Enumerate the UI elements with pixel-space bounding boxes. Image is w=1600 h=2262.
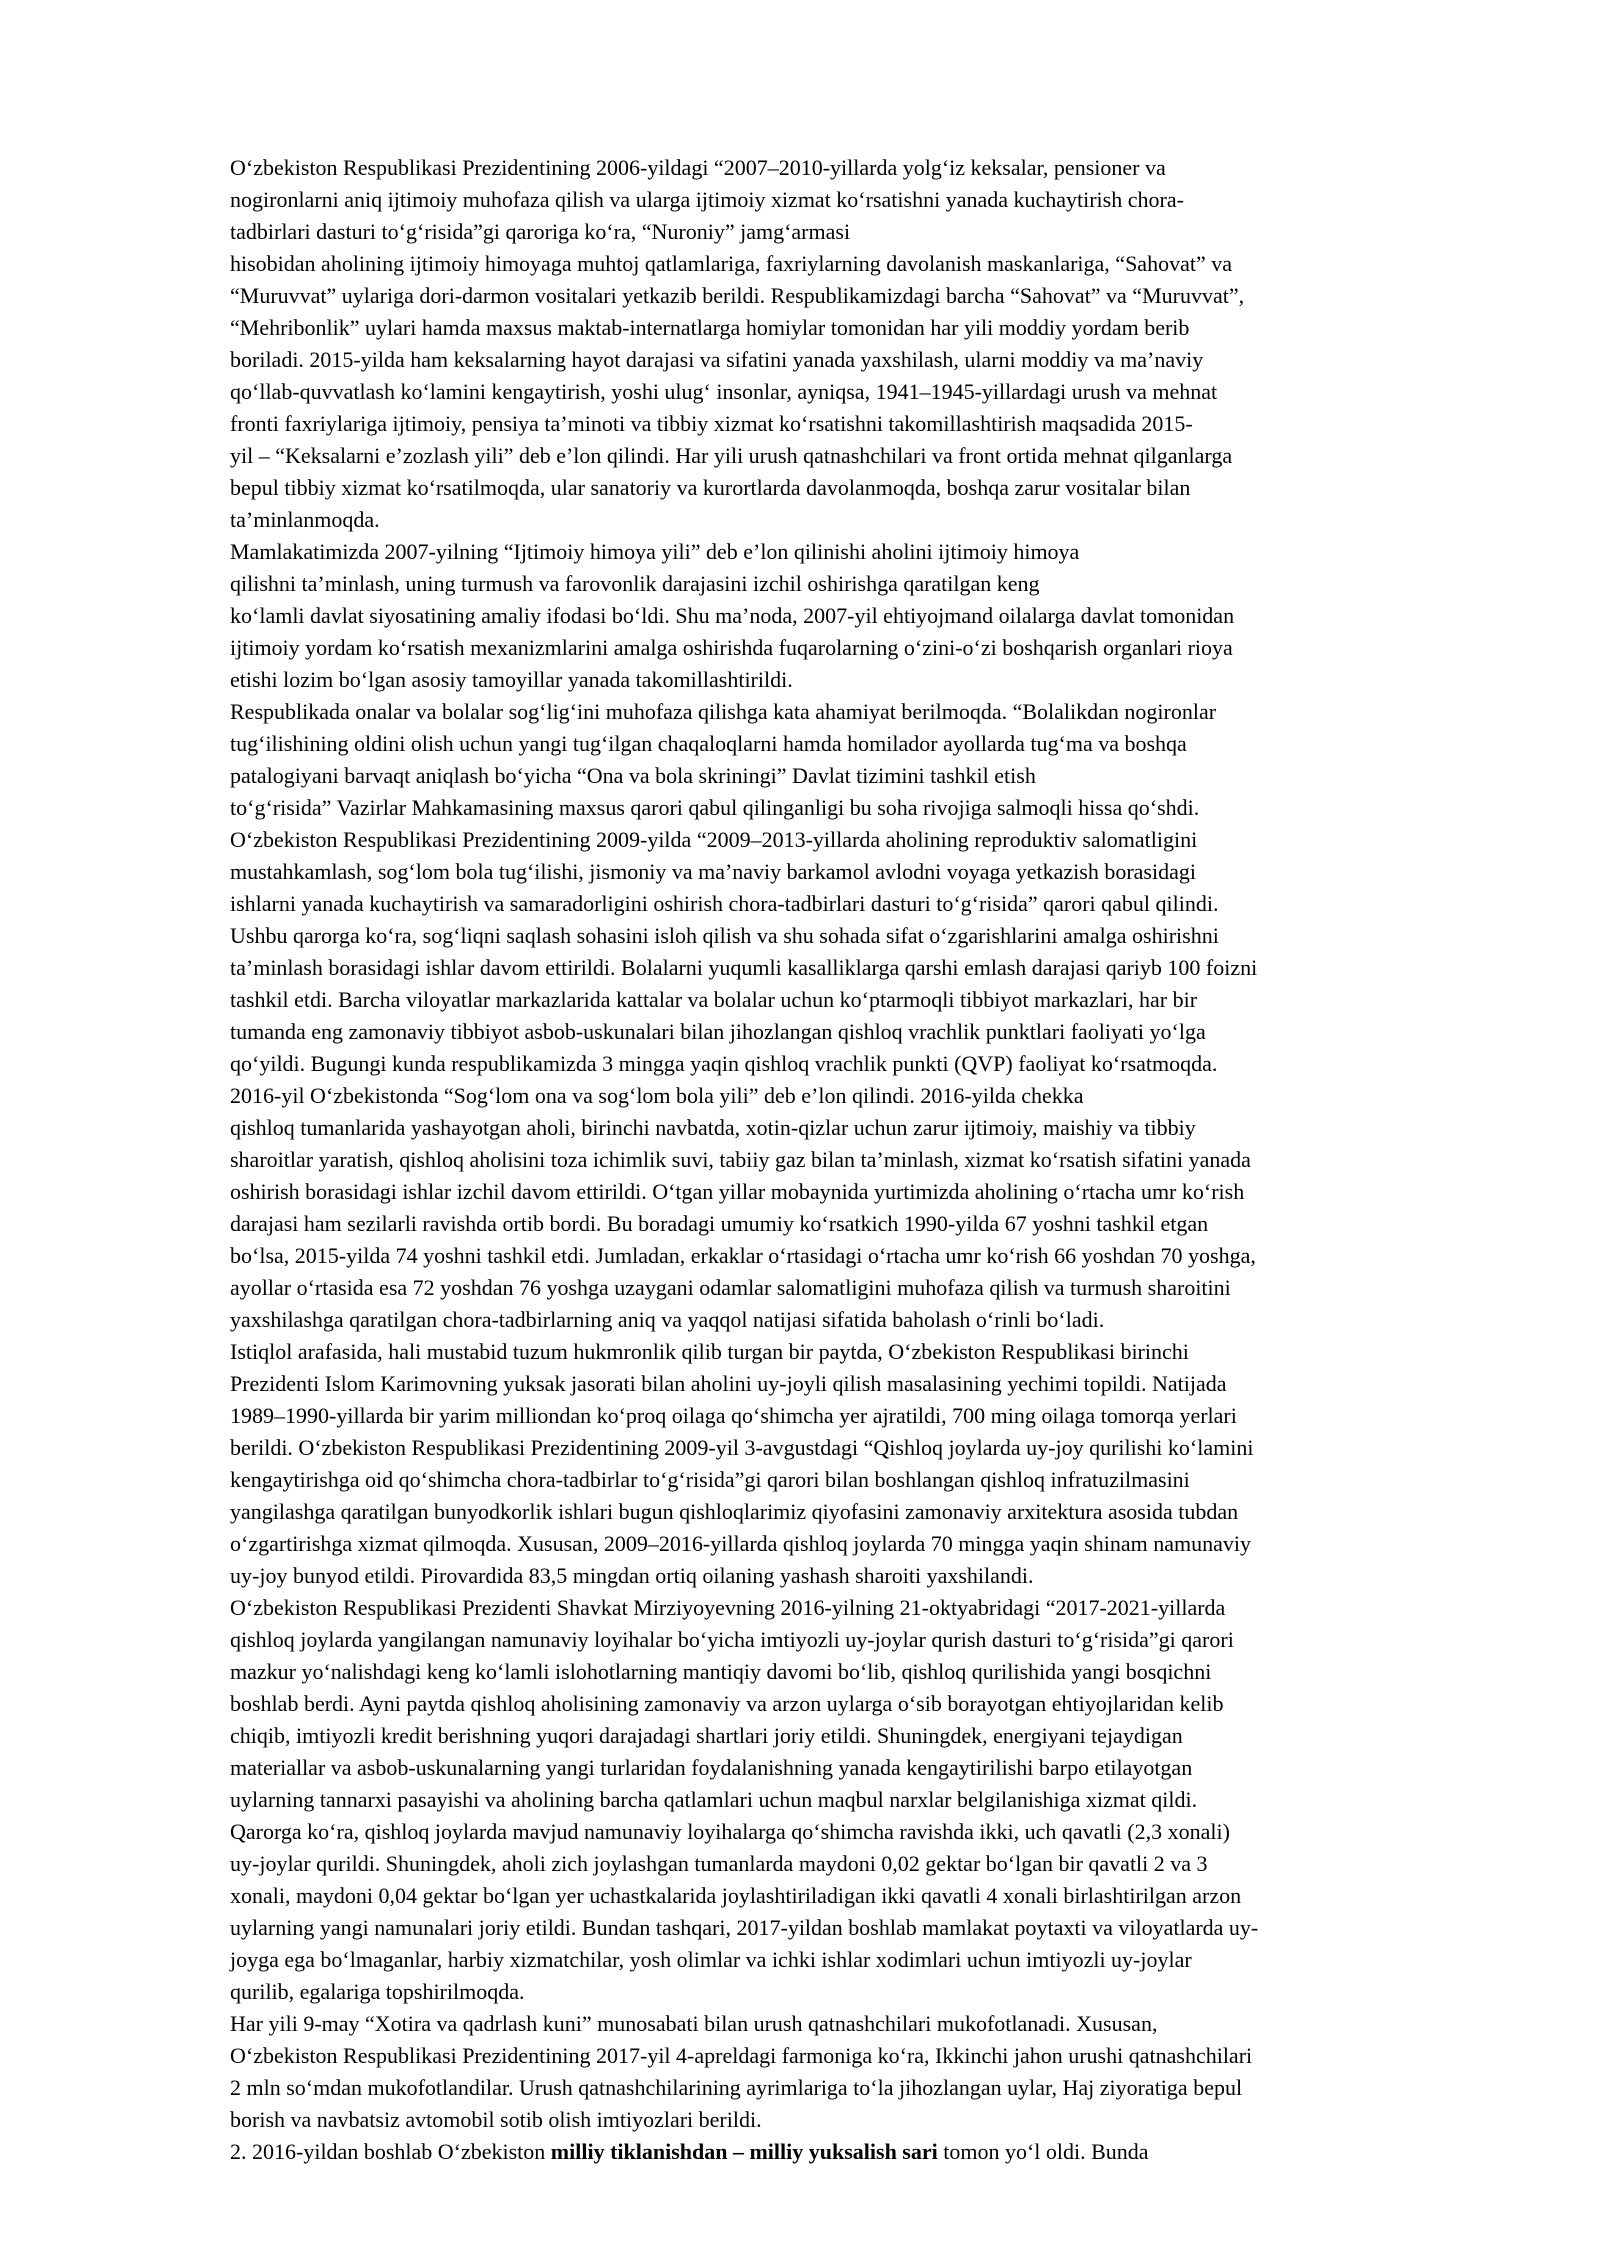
- text-line: tashkil etdi. Barcha viloyatlar markazlarida kattalar va bolalar uchun ko‘ptarmoqli tibbiyot markazlari, har bir: [230, 987, 1198, 1012]
- last-line-suffix: tomon yo‘l oldi. Bunda: [937, 2139, 1149, 2164]
- text-line: uylarning tannarxi pasayishi va aholining barcha qatlamlari uchun maqbul narxlar belgilanishiga xizmat qildi.: [230, 1787, 1198, 1812]
- text-line: ta’minlanmoqda.: [230, 507, 380, 532]
- text-line: Qarorga ko‘ra, qishloq joylarda mavjud namunaviy loyihalarga qo‘shimcha ravishda ikki, uch qavatli (2,3 xonali): [230, 1819, 1230, 1844]
- text-line: xonali, maydoni 0,04 gektar bo‘lgan yer uchastkalarida joylashtiriladigan ikki qavatli 4 xonali birlashtirilgan arzon: [230, 1883, 1242, 1908]
- text-line: yaxshilashga qaratilgan chora-tadbirlarning aniq va yaqqol natijasi sifatida baholash o‘rinli bo‘ladi.: [230, 1307, 1105, 1332]
- text-line: 1989–1990-yillarda bir yarim milliondan ko‘proq oilaga qo‘shimcha yer ajratildi, 700 ming oilaga tomorqa yerlari: [230, 1403, 1237, 1428]
- text-line: Prezidenti Islom Karimovning yuksak jasorati bilan aholini uy-joyli qilish masalasining yechimi topildi. Natijada: [230, 1371, 1227, 1396]
- text-line: mustahkamlash, sog‘lom bola tug‘ilishi, jismoniy va ma’naviy barkamol avlodni voyaga yetkazish borasidagi: [230, 859, 1196, 884]
- text-line: materiallar va asbob-uskunalarning yangi turlaridan foydalanishning yanada kengaytirilishi barpo etilayotgan: [230, 1755, 1193, 1780]
- text-line: to‘g‘risida” Vazirlar Mahkamasining maxsus qarori qabul qilinganligi bu soha rivojiga salmoqli hissa qo‘shdi.: [230, 795, 1200, 820]
- text-line: qo‘yildi. Bugungi kunda respublikamizda 3 mingga yaqin qishloq vrachlik punkti (QVP) faoliyat ko‘rsatmoqda.: [230, 1051, 1218, 1076]
- text-line: oshirish borasidagi ishlar izchil davom ettirildi. O‘tgan yillar mobaynida yurtimizda aholining o‘rtacha umr ko‘rish: [230, 1179, 1245, 1204]
- text-line: Respublikada onalar va bolalar sog‘lig‘ini muhofaza qilishga kata ahamiyat berilmoqda. “Bolalikdan nogironlar: [230, 699, 1217, 724]
- text-line: qo‘llab-quvvatlash ko‘lamini kengaytirish, yoshi ulug‘ insonlar, ayniqsa, 1941–1945-yillardagi urush va mehnat: [230, 379, 1218, 404]
- text-line: ishlarni yanada kuchaytirish va samaradorligini oshirish chora-tadbirlari dasturi to‘g‘risida” qarori qabul qilindi.: [230, 891, 1219, 916]
- text-line-last: [230, 2136, 1480, 2168]
- document-body: [230, 152, 1480, 2168]
- text-line: kengaytirishga oid qo‘shimcha chora-tadbirlar to‘g‘risida”gi qarori bilan boshlangan qishloq infratuzilmasini: [230, 1467, 1190, 1492]
- text-line: qilishni ta’minlash, uning turmush va farovonlik darajasini izchil oshirishga qaratilgan keng: [230, 571, 1040, 596]
- text-line: ta’minlash borasidagi ishlar davom ettirildi. Bolalarni yuqumli kasalliklarga qarshi emlash darajasi qariyb 100 foizni: [230, 955, 1258, 980]
- last-line-prefix: 2. 2016-yildan boshlab O‘zbekiston: [230, 2139, 551, 2164]
- text-line: nogironlarni aniq ijtimoiy muhofaza qilish va ularga ijtimoiy xizmat ko‘rsatishni yanada kuchaytirish chora-: [230, 187, 1184, 212]
- text-line: qurilib, egalariga topshirilmoqda.: [230, 1979, 525, 2004]
- text-line: boshlab berdi. Ayni paytda qishloq aholisining zamonaviy va arzon uylarga o‘sib borayotgan ehtiyojlaridan kelib: [230, 1691, 1224, 1716]
- text-line: ijtimoiy yordam ko‘rsatish mexanizmlarini amalga oshirishda fuqarolarning o‘zini-o‘zi boshqarish organlari rioya: [230, 635, 1233, 660]
- text-line: o‘zgartirishga xizmat qilmoqda. Xususan, 2009–2016-yillarda qishloq joylarda 70 mingga yaqin shinam namunaviy: [230, 1531, 1251, 1556]
- text-line: uy-joy bunyod etildi. Pirovardida 83,5 mingdan ortiq oilaning yashash sharoiti yaxshilandi.: [230, 1563, 1034, 1588]
- text-lines: [230, 152, 1480, 2136]
- text-line: mazkur yo‘nalishdagi keng ko‘lamli islohotlarning mantiqiy davomi bo‘lib, qishloq qurilishida yangi bosqichni: [230, 1659, 1212, 1684]
- text-line: boriladi. 2015-yilda ham keksalarning hayot darajasi va sifatini yanada yaxshilash, ularni moddiy va ma’naviy: [230, 347, 1204, 372]
- text-line: yangilashga qaratilgan bunyodkorlik ishlari bugun qishloqlarimiz qiyofasini zamonaviy arxitektura asosida tubdan: [230, 1499, 1239, 1524]
- text-line: bepul tibbiy xizmat ko‘rsatilmoqda, ular sanatoriy va kurortlarda davolanmoqda, boshqa zarur vositalar bilan: [230, 475, 1191, 500]
- text-line: Har yili 9-may “Xotira va qadrlash kuni” munosabati bilan urush qatnashchilari mukofotlanadi. Xususan,: [230, 2011, 1158, 2036]
- text-line: “Muruvvat” uylariga dori-darmon vositalari yetkazib berildi. Respublikamizdagi barcha “Sahovat” va “Muruvvat”,: [230, 283, 1245, 308]
- text-line: patalogiyani barvaqt aniqlash bo‘yicha “Ona va bola skriningi” Davlat tizimini tashkil etish: [230, 763, 1036, 788]
- text-line: O‘zbekiston Respublikasi Prezidentining 2009-yilda “2009–2013-yillarda aholining reproduktiv salomatligini: [230, 827, 1198, 852]
- text-line: 2 mln so‘mdan mukofotlandilar. Urush qatnashchilarining ayrimlariga to‘la jihozlangan uylar, Haj ziyoratiga bepul: [230, 2075, 1243, 2100]
- text-line: Ushbu qarorga ko‘ra, sog‘liqni saqlash sohasini isloh qilish va shu sohada sifat o‘zgarishlarini amalga oshirishni: [230, 923, 1219, 948]
- text-line: tadbirlari dasturi to‘g‘risida”gi qaroriga ko‘ra, “Nuroniy” jamg‘armasi: [230, 219, 851, 244]
- text-line: ko‘lamli davlat siyosatining amaliy ifodasi bo‘ldi. Shu ma’noda, 2007-yil ehtiyojmand oilalarga davlat tomonidan: [230, 603, 1235, 628]
- text-line: fronti faxriylariga ijtimoiy, pensiya ta’minoti va tibbiy xizmat ko‘rsatishni takomillashtirish maqsadida 2015-: [230, 411, 1193, 436]
- text-line: sharoitlar yaratish, qishloq aholisini toza ichimlik suvi, tabiiy gaz bilan ta’minlash, xizmat ko‘rsatish sifatini yanada: [230, 1147, 1251, 1172]
- text-line: “Mehribonlik” uylari hamda maxsus maktab-internatlarga homiylar tomonidan har yili moddiy yordam berib: [230, 315, 1190, 340]
- text-line: berildi. O‘zbekiston Respublikasi Prezidentining 2009-yil 3-avgustdagi “Qishloq joylarda uy-joy qurilishi ko‘lamini: [230, 1435, 1254, 1460]
- text-line: hisobidan aholining ijtimoiy himoyaga muhtoj qatlamlariga, faxriylarning davolanish maskanlariga, “Sahovat” va: [230, 251, 1232, 276]
- text-line: O‘zbekiston Respublikasi Prezidentining 2006-yildagi “2007–2010-yillarda yolg‘iz keksalar, pensioner va: [230, 155, 1166, 180]
- text-line: Istiqlol arafasida, hali mustabid tuzum hukmronlik qilib turgan bir paytda, O‘zbekiston Respublikasi birinchi: [230, 1339, 1189, 1364]
- text-line: yil – “Keksalarni e’zozlash yili” deb e’lon qilindi. Har yili urush qatnashchilari va front ortida mehnat qilganlarga: [230, 443, 1233, 468]
- text-line: qishloq tumanlarida yashayotgan aholi, birinchi navbatda, xotin-qizlar uchun zarur ijtimoiy, maishiy va tibbiy: [230, 1115, 1196, 1140]
- text-line: joyga ega bo‘lmaganlar, harbiy xizmatchilar, yosh olimlar va ichki ishlar xodimlari uchun imtiyozli uy-joylar: [230, 1947, 1192, 1972]
- text-line: tumanda eng zamonaviy tibbiyot asbob-uskunalari bilan jihozlangan qishloq vrachlik punktlari faoliyati yo‘lga: [230, 1019, 1206, 1044]
- text-line: 2016-yil O‘zbekistonda “Sog‘lom ona va sog‘lom bola yili” deb e’lon qilindi. 2016-yilda chekka: [230, 1083, 1084, 1108]
- text-line: ayollar o‘rtasida esa 72 yoshdan 76 yoshga uzaygani odamlar salomatligini muhofaza qilish va turmush sharoitini: [230, 1275, 1231, 1300]
- text-line: O‘zbekiston Respublikasi Prezidentining 2017-yil 4-apreldagi farmoniga ko‘ra, Ikkinchi jahon urushi qatnashchilari: [230, 2043, 1253, 2068]
- last-line-bold: milliy tiklanishdan – milliy yuksalish sari: [550, 2139, 938, 2164]
- text-line: tug‘ilishining oldini olish uchun yangi tug‘ilgan chaqaloqlarni hamda homilador ayollarda tug‘ma va boshqa: [230, 731, 1187, 756]
- text-line: O‘zbekiston Respublikasi Prezidenti Shavkat Mirziyoyevning 2016-yilning 21-oktyabridagi “2017-2021-yillarda: [230, 1595, 1226, 1620]
- text-line: uylarning yangi namunalari joriy etildi. Bundan tashqari, 2017-yildan boshlab mamlakat poytaxti va viloyatlarda uy-: [230, 1915, 1259, 1940]
- text-line: etishi lozim bo‘lgan asosiy tamoyillar yanada takomillashtirildi.: [230, 667, 793, 692]
- text-line: chiqib, imtiyozli kredit berishning yuqori darajadagi shartlari joriy etildi. Shuningdek, energiyani tejaydigan: [230, 1723, 1183, 1748]
- text-line: borish va navbatsiz avtomobil sotib olish imtiyozlari berildi.: [230, 2107, 762, 2132]
- text-line: bo‘lsa, 2015-yilda 74 yoshni tashkil etdi. Jumladan, erkaklar o‘rtasidagi o‘rtacha umr ko‘rish 66 yoshdan 70 yoshga,: [230, 1243, 1256, 1268]
- text-line: uy-joylar qurildi. Shuningdek, aholi zich joylashgan tumanlarda maydoni 0,02 gektar bo‘lgan bir qavatli 2 va 3: [230, 1851, 1208, 1876]
- text-line: qishloq joylarda yangilangan namunaviy loyihalar bo‘yicha imtiyozli uy-joylar qurish dasturi to‘g‘risida”gi qarori: [230, 1627, 1234, 1652]
- text-line: darajasi ham sezilarli ravishda ortib bordi. Bu boradagi umumiy ko‘rsatkich 1990-yilda 67 yoshni tashkil etgan: [230, 1211, 1209, 1236]
- text-line: Mamlakatimizda 2007-yilning “Ijtimoiy himoya yili” deb e’lon qilinishi aholini ijtimoiy himoya: [230, 539, 1080, 564]
